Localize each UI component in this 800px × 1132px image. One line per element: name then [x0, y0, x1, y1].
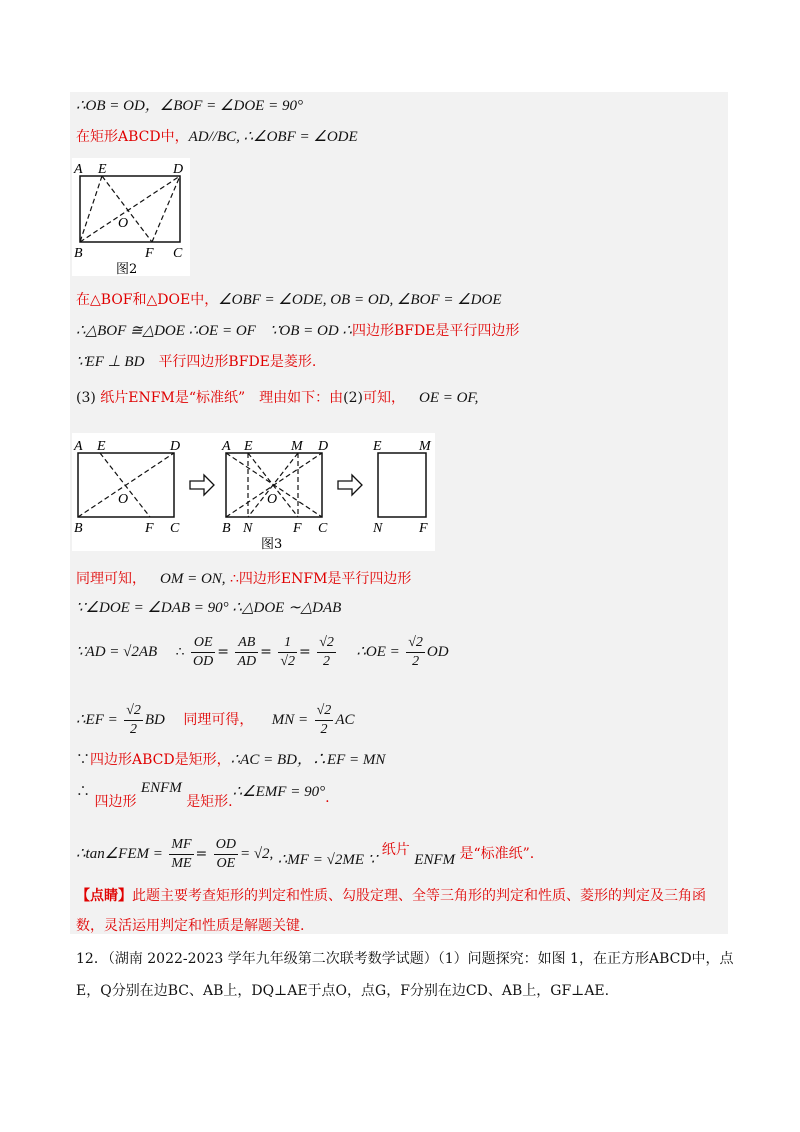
fig2-label-c: C — [173, 246, 183, 261]
proof-line-2: 在矩形ABCD中，AD//BC, ∴∠OBF = ∠ODE — [76, 129, 358, 145]
fig3-label-b: B — [74, 521, 83, 536]
proof-line-5: ∵EF ⊥ BD 平行四边形BFDE是菱形. — [76, 354, 317, 370]
fig3-label-m3: M — [419, 439, 431, 454]
fig3-label-f2: F — [293, 521, 302, 536]
proof-line-10: ∴EF = $\frac{√2}{2}$ BD 同理可得， MN = $\frac{√2}{2}$ AC — [76, 702, 355, 737]
question-12-line-2: E，Q分别在边BC、AB上，DQ⊥AE于点O，点G，F分别在边CD、AB上，GF⊥AE. — [76, 983, 610, 999]
fig3-label-m2: M — [291, 439, 303, 454]
fig3-label-o2: O — [267, 492, 278, 507]
fig3-label-d2: D — [318, 439, 329, 454]
fig2-label-a: A — [74, 162, 83, 177]
fig3-label-n2: N — [243, 521, 253, 536]
fig3-label-a2: A — [222, 439, 231, 454]
fig3-label-e: E — [97, 439, 106, 454]
figure-3-diagram — [72, 433, 435, 551]
proof-line-7: 同理可知， OM = ON, ∴四边形ENFM是平行四边形 — [76, 571, 412, 587]
proof-line-13: ∴tan∠FEM = $\frac{MF}{ME}$ = $\frac{OD}{OE}$ = √2, ∴MF = √2ME ∵ 纸片 ENFM 是“标准纸”. — [76, 836, 535, 871]
fig3-label-f3: F — [419, 521, 428, 536]
fig2-label-d: D — [173, 162, 184, 177]
fig3-label-n3: N — [373, 521, 383, 536]
fig3-label-e2: E — [244, 439, 253, 454]
fig3-caption: 图3 — [261, 537, 283, 551]
figure-3 — [72, 433, 435, 551]
fig3-label-d: D — [170, 439, 181, 454]
proof-line-15: 数，灵活运用判定和性质是解题关键. — [76, 918, 305, 934]
question-12-line-1: 12．（湖南 2022-2023 学年九年级第二次联考数学试题）（1）问题探究：如图 1，在正方形ABCD中，点 — [76, 951, 734, 967]
proof-line-6: (3) 纸片ENFM是“标准纸” 理由如下：由(2)可知， OE = OF, — [76, 390, 479, 406]
fig2-label-e: E — [98, 162, 107, 177]
fig3-label-a: A — [74, 439, 83, 454]
fig2-caption: 图2 — [116, 262, 138, 276]
fig2-label-o: O — [118, 216, 129, 231]
proof-line-11: ∵四边形ABCD是矩形，∴AC = BD，∴EF = MN — [76, 752, 386, 768]
figure-2 — [72, 158, 190, 276]
fig2-label-f: F — [145, 246, 154, 261]
proof-line-8: ∵∠DOE = ∠DAB = 90° ∴△DOE ∼△DAB — [76, 600, 342, 616]
fig3-label-c2: C — [318, 521, 328, 536]
fig3-label-b2: B — [222, 521, 231, 536]
fig3-label-f: F — [145, 521, 154, 536]
proof-line-12: ∴ 四边形 ENFM 是矩形.∴∠EMF = 90°. — [76, 780, 330, 810]
proof-line-9: ∵AD = √2AB ∴ $\frac{OE}{OD}$ = $\frac{AB}{AD}$ = $\frac{1}{√2}$ = $\frac{√2}{2}$ ∴OE = $\frac{√2}{2}$ OD — [76, 634, 449, 669]
proof-line-3: 在△BOF和△DOE中，∠OBF = ∠ODE, OB = OD, ∠BOF = ∠DOE — [76, 292, 502, 308]
proof-line-14: 【点睛】此题主要考查矩形的判定和性质、勾股定理、全等三角形的判定和性质、菱形的判定及三角函 — [76, 888, 706, 904]
fig3-label-c: C — [170, 521, 180, 536]
fig3-label-e3: E — [373, 439, 382, 454]
proof-line-4: ∴△BOF ≅△DOE ∴OE = OF ∵OB = OD ∴四边形BFDE是平行四边形 — [76, 323, 520, 339]
figure-2-diagram — [72, 158, 190, 276]
fig3-label-o: O — [118, 492, 129, 507]
proof-line-1: ∴OB = OD，∠BOF = ∠DOE = 90° — [76, 98, 303, 114]
fig2-label-b: B — [74, 246, 83, 261]
